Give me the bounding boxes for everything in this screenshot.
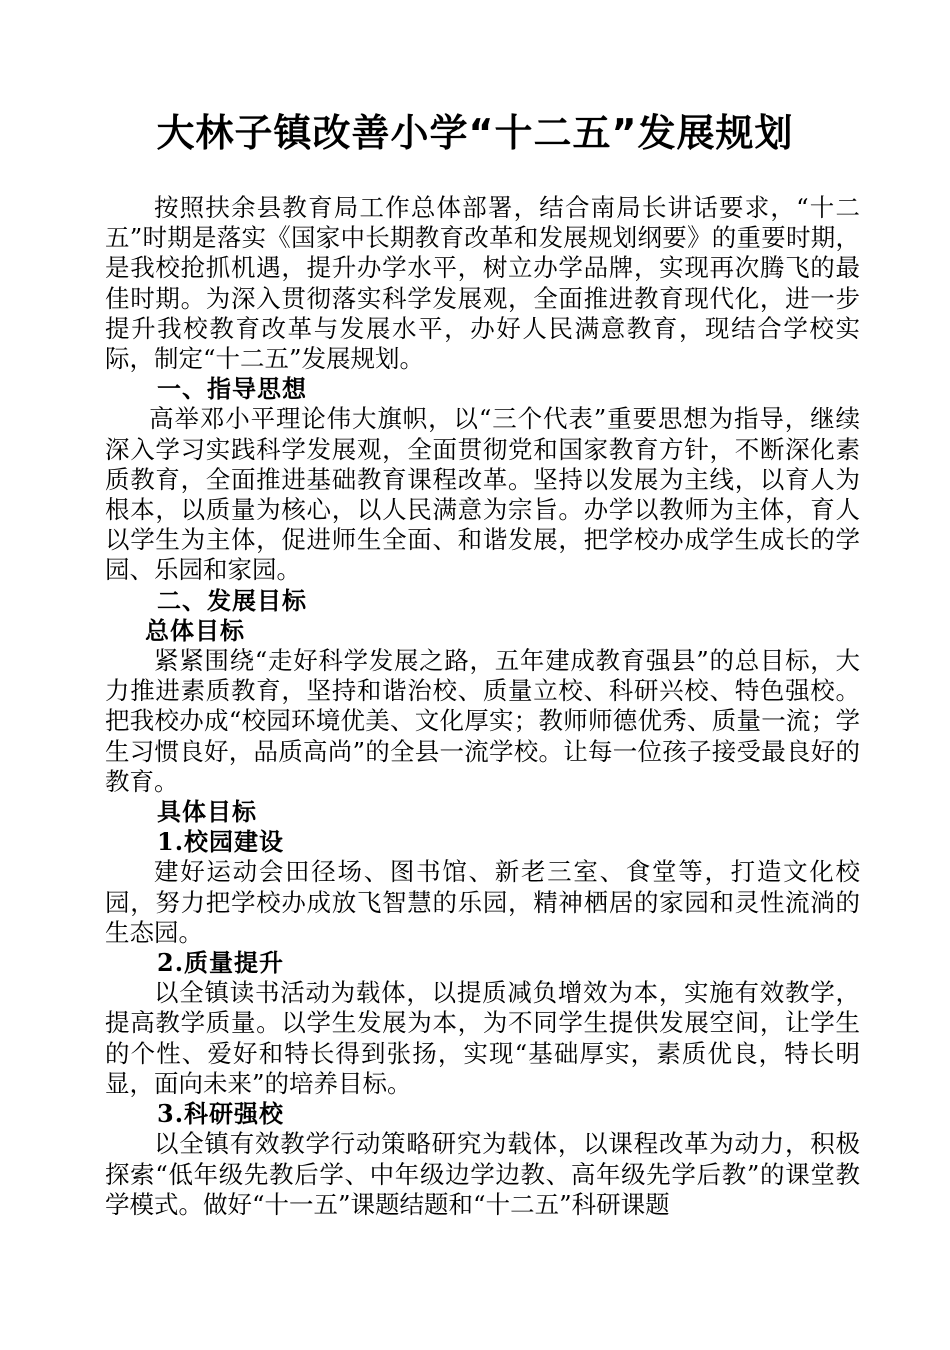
document-body [105,193,860,1220]
goal-item-paragraph: 建好运动会田径场、图书馆、新老三室、食堂等，打造文化校园，努力把学校办成放飞智慧的乐园，精神栖居的家园和灵性流淌的生态园。 [105,857,860,947]
goal-item-heading: 2.质量提升 [157,948,285,978]
specific-goal-heading: 具体目标 [157,797,257,827]
overall-goal-heading: 总体目标 [145,615,245,645]
intro-paragraph: 按照扶余县教育局工作总体部署，结合南局长讲话要求，“十二五”时期是落实《国家中长期教育改革和发展规划纲要》的重要时期，是我校抢抓机遇，提升办学水平，树立办学品牌，实现再次腾飞的最佳时期。为深入贯彻落实科学发展观，全面推进教育现代化，进一步提升我校教育改革与发展水平，办好人民满意教育，现结合学校实际，制定“十二五”发展规划。 [105,193,860,374]
goal-item-heading: 1.校园建设 [157,827,285,857]
section-heading-guiding-ideology: 一、指导思想 [157,374,307,404]
overall-goal-paragraph: 紧紧围绕“走好科学发展之路，五年建成教育强县”的总目标，大力推进素质教育，坚持和谐治校、质量立校、科研兴校、特色强校。把我校办成“校园环境优美、文化厚实；教师师德优秀、质量一流；学生习惯良好，品质高尚”的全县一流学校。让每一位孩子接受最良好的教育。 [105,646,860,796]
goal-item-paragraph: 以全镇读书活动为载体，以提质减负增效为本，实施有效教学，提高教学质量。以学生发展为本，为不同学生提供发展空间，让学生的个性、爱好和特长得到张扬，实现“基础厚实，素质优良，特长明显，面向未来”的培养目标。 [105,978,860,1098]
goal-item-paragraph: 以全镇有效教学行动策略研究为载体，以课程改革为动力，积极探索“低年级先教后学、中年级边学边教、高年级先学后教”的课堂教学模式。做好“十一五”课题结题和“十二五”科研课题 [105,1129,860,1219]
guiding-ideology-paragraph: 高举邓小平理论伟大旗帜，以“三个代表”重要思想为指导，继续深入学习实践科学发展观，全面贯彻党和国家教育方针，不断深化素质教育，全面推进基础教育课程改革。坚持以发展为主线，以育人为根本，以质量为核心，以人民满意为宗旨。办学以教师为主体，育人以学生为主体，促进师生全面、和谐发展，把学校办成学生成长的学园、乐园和家园。 [105,404,860,585]
goal-item-heading: 3.科研强校 [157,1099,285,1129]
section-heading-development-goals: 二、发展目标 [157,585,307,615]
document-title: 大林子镇改善小学“十二五”发展规划 [156,111,794,155]
